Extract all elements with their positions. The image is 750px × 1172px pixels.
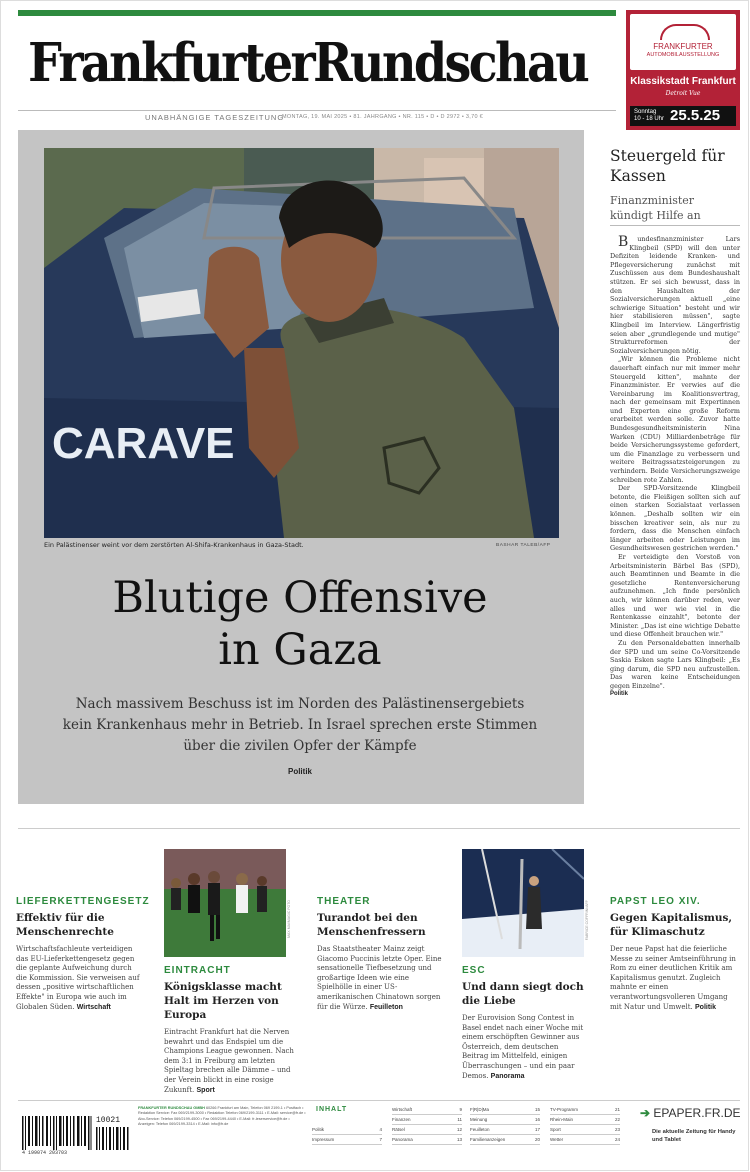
index-item[interactable]: Wetter 24 — [550, 1136, 620, 1145]
teaser-kicker[interactable]: Sport — [196, 1086, 215, 1094]
index-item[interactable]: Rhein-Main 22 — [550, 1116, 620, 1125]
teaser-label: THEATER — [317, 896, 371, 907]
imprint — [138, 1106, 306, 1127]
dateline: MONTAG, 19. MAI 2025 • 81. JAHRGANG • NR. 115 • D • D 2972 • 3,70 € — [282, 114, 484, 120]
masthead-rule — [18, 10, 616, 16]
index-item[interactable]: TV-Programm 21 — [550, 1106, 620, 1115]
issue-code: 10021 — [96, 1116, 121, 1125]
index-item[interactable]: F|R|D|Ma 15 — [470, 1106, 540, 1115]
barcode-number: 4 199074 203703 — [22, 1150, 68, 1156]
side-story-deck: Finanzminister kündigt Hilfe an — [610, 194, 701, 222]
teaser-body — [610, 945, 738, 1012]
lead-section-kicker[interactable]: Politik — [287, 767, 312, 776]
esc-photo-illustration — [462, 849, 584, 957]
teaser-headline: Turandot bei den Menschenfressern — [317, 912, 426, 938]
barcode-icon — [22, 1116, 92, 1150]
photo-credit: BASHAR TALEB/AFP — [496, 543, 551, 548]
eintracht-photo[interactable] — [164, 849, 286, 957]
teaser-body — [317, 945, 443, 1012]
teaser-headline: Effektiv für die Menschenrechte — [16, 912, 114, 938]
index-item[interactable]: Feuilleton 17 — [470, 1126, 540, 1135]
barcode-addon-icon — [96, 1127, 130, 1150]
index-item[interactable]: Familienanzeigen 20 — [470, 1136, 540, 1145]
index-item[interactable]: Sport 23 — [550, 1126, 620, 1135]
index-label: INHALT — [316, 1106, 348, 1113]
teaser-text: Eintracht Frankfurt hat die Nerven bewahrt und das Endspiel um die Champions League gewonnen. Nach dem 3:1 in Freiburg am letzten Spieltag brechen alle Dämme – und der Verein blickt in eine rosige Zukunft. — [164, 1028, 294, 1094]
side-paragraph: Zu den Personaldebatten innerhalb der SPD und um seine Co-Vorsitzende Saskia Esken sagte Lars Klingbeil: „Es ging darum, die SPD neu aufzustellen. Das waren keine Entscheidungen gegen Einzelne". — [610, 638, 740, 690]
esc-photo[interactable] — [462, 849, 584, 957]
side-paragraph: Bundesfinanzminister Lars Klingbeil (SPD) will den unter Defiziten leidende Kranken- und Pflegeversicherung zunächst mit Zuschüssen aus dem Bundeshaushalt stützen. Er sei sich bewusst, dass in den Haushalten der Sozialversicherungen aktuell „eine schwierige Situation" besteht und wir hier stabilisieren müssen", sagte Klingbeil im Interview. Längerfristig seien aber „grundlegende und mutige" Strukturreformen der Sozialversicherungen nötig. — [610, 234, 740, 355]
epaper-subtitle: Die aktuelle Zeitung für Handy und Tablet — [652, 1129, 736, 1143]
imprint-text: 60266 Frankfurt am Main, Telefon 069 2199-1 • Postfach • Redaktion Service: Fax 069/2199-3000 • Redaktion Telefon 069/2199-3111 • E-Mail: service@fr.de • Abo-Service: Telefon 069/2199-4500 • Fax 069/2199-4440 • E-Mail: fr-leserservice@fr.de • Anzeigen: Telefon 069/2199-3314 • E-Mail: info@fr.de — [138, 1106, 306, 1126]
car-icon — [660, 24, 710, 40]
teaser-kicker[interactable]: Panorama — [490, 1072, 525, 1080]
van-lettering: CARAVE — [52, 419, 235, 468]
ad-day: Sonntag 10 - 18 Uhr — [634, 109, 665, 122]
ad-date: 25.5.25 — [670, 107, 721, 124]
teaser-headline: Und dann siegt doch die Liebe — [462, 981, 584, 1007]
newspaper-title[interactable]: FrankfurterRundschau — [28, 32, 588, 94]
teaser-label: LIEFERKETTENGESETZ — [16, 896, 150, 907]
footer-divider — [18, 1100, 740, 1101]
teaser-label: PAPST LEO XIV. — [610, 896, 701, 907]
teaser-kicker[interactable]: Politik — [695, 1003, 717, 1011]
teaser-body — [462, 1014, 586, 1081]
eintracht-photo-illustration — [164, 849, 286, 957]
teaser-label: ESC — [462, 965, 486, 976]
teaser-text: Der neue Papst hat die feierliche Messe zu seiner Amtseinführung in Rom zu einer deutlichen Kritik am Kapitalismus genutzt. Zugleich mahnte er einen verantwortungsvolleren Umgang mit Natur und Umwelt. — [610, 945, 736, 1011]
index-item[interactable]: Meinung 16 — [470, 1116, 540, 1125]
ad-brand-sub: AUTOMOBILAUSSTELLUNG — [646, 52, 720, 58]
ad-date-box — [630, 106, 736, 126]
teaser-headline: Gegen Kapitalismus, für Klimaschutz — [610, 912, 733, 938]
index-item[interactable]: Rätsel 12 — [392, 1126, 462, 1135]
side-paragraph: „Wir können die Probleme nicht dauerhaft einfach nur mit immer mehr Steuergeld kitten", mahnte der Finanzminister. Er verwies auf die Vereinbarung im Koalitionsvertrag, nach der gemeinsam mit Expertinnen und Experten eine große Reform erarbeitet werden solle. Zuvor hatte Bundesgesundheitsministerin Nina Warken (CDU) Milliardenbeträge für beide Versicherungssysteme gefordert, um die Finanzlage zu verbessern und weitere Beitragssatzsteigerungen zu verhindern. Beide Versicherungszweige schreiben rote Zahlen. — [610, 355, 740, 484]
side-story-title[interactable]: Steuergeld für Kassen — [610, 147, 725, 185]
index-item[interactable]: Impressum 7 — [312, 1136, 382, 1145]
imprint-title: FRANKFURTER RUNDSCHAU GMBH — [138, 1106, 205, 1110]
ad-brand: FRANKFURTER — [653, 42, 713, 51]
index-item[interactable]: Wirtschaft 9 — [392, 1106, 462, 1115]
photo-credit: MAX MAI/MAGIC FOTO — [287, 900, 291, 938]
side-story-body — [610, 235, 740, 699]
teaser-kicker[interactable]: Wirtschaft — [76, 1003, 111, 1011]
teaser-theater[interactable] — [317, 896, 443, 1012]
tagline: UNABHÄNGIGE TAGESZEITUNG — [145, 113, 285, 122]
advertisement[interactable] — [626, 10, 740, 130]
teaser-esc[interactable] — [462, 965, 586, 1081]
arrow-right-icon: ➔ — [640, 1106, 651, 1120]
lead-subheadline: Nach massivem Beschuss ist im Norden des Palästinensergebiets kein Krankenhaus mehr in Betrieb. In Israel sprechen erste Stimmen über die zivilen Opfer der Kämpfe — [62, 696, 538, 754]
teaser-body — [16, 945, 144, 1012]
teaser-kicker[interactable]: Feuilleton — [369, 1003, 403, 1011]
lead-photo-illustration — [44, 148, 559, 538]
ad-logo-box — [630, 14, 736, 70]
side-paragraph: Der SPD-Vorsitzende Klingbeil betonte, die Fleißigen sollten sich auf einen starken Sozialstaat verlassen können. „Deshalb sollten wir ein bisschen kreativer sein, als nur zu fordern, dass die Menschen einfach länger arbeiten oder Leistungen im Gesundheitswesen gestrichen werden." — [610, 484, 740, 553]
teaser-eintracht[interactable] — [164, 965, 294, 1095]
index-item[interactable]: Politik 4 — [312, 1126, 382, 1135]
epaper-label: EPAPER.FR.DE — [653, 1106, 741, 1120]
epaper-link[interactable] — [640, 1106, 741, 1120]
teaser-text: Der Eurovision Song Contest in Basel endet nach einer Woche mit einem erschöpften Gewinner aus Österreich, dem deutschen Beitrag im Mittelfeld, einigen Überraschungen – und ein paar Demos. — [462, 1014, 584, 1080]
tagline-divider — [18, 110, 616, 111]
teaser-papst[interactable] — [610, 896, 738, 1012]
side-paragraph: Er verteidigte den Vorstoß von Arbeitsministerin Bärbel Bas (SPD), auch Beamtinnen und Beamte in die gesetzliche Rentenversicherung aufzunehmen. „Ich finde persönlich auch, wir können darüber reden, wer alles und wer wie viel in die Rentenkasse einzahlt", betonte der Minister. „Das ist eine wichtige Debatte und diese Offenheit brauchen wir." — [610, 552, 740, 639]
headline-line-2: in Gaza — [218, 625, 382, 675]
teaser-text: Das Staatstheater Mainz zeigt Giacomo Puccinis letzte Oper. Eine sensationelle Tiefbesetzung und großartige Ideen wie eine Spielhölle in einer US-amerikanischen Chinatown sorgen für die Würze. — [317, 945, 442, 1011]
index-item[interactable]: Finanzen 11 — [392, 1116, 462, 1125]
photo-caption: Ein Palästinenser weint vor dem zerstörten Al-Shifa-Krankenhaus in Gaza-Stadt. — [44, 541, 304, 549]
photo-credit: FABRICE COFFRINI/AFP — [585, 900, 589, 941]
teaser-text: Wirtschaftsfachleute verteidigen das EU-Lieferkettengesetz gegen die geplante Aufweichung durch die Kommission. Sie verweisen auf dessen „positive wirtschaftlichen Effekte" in Europa wie auch im Globalen Süden. — [16, 945, 140, 1011]
side-story-kicker[interactable]: Politik — [610, 691, 629, 698]
headline-line-1: Blutige Offensive — [112, 573, 488, 623]
index-item[interactable]: Panorama 13 — [392, 1136, 462, 1145]
ad-script: Detroit Vue — [665, 90, 701, 97]
ad-title: Klassikstadt Frankfurt — [630, 76, 736, 87]
lead-photo[interactable] — [44, 148, 559, 538]
side-story-divider — [610, 225, 740, 226]
teaser-body — [164, 1028, 294, 1095]
band-divider — [18, 828, 740, 829]
lead-headline[interactable] — [30, 572, 570, 676]
teaser-headline: Königsklasse macht Halt im Herzen von Europa — [164, 981, 282, 1021]
teaser-lieferkettengesetz[interactable] — [16, 896, 150, 1012]
teaser-label: EINTRACHT — [164, 965, 231, 976]
